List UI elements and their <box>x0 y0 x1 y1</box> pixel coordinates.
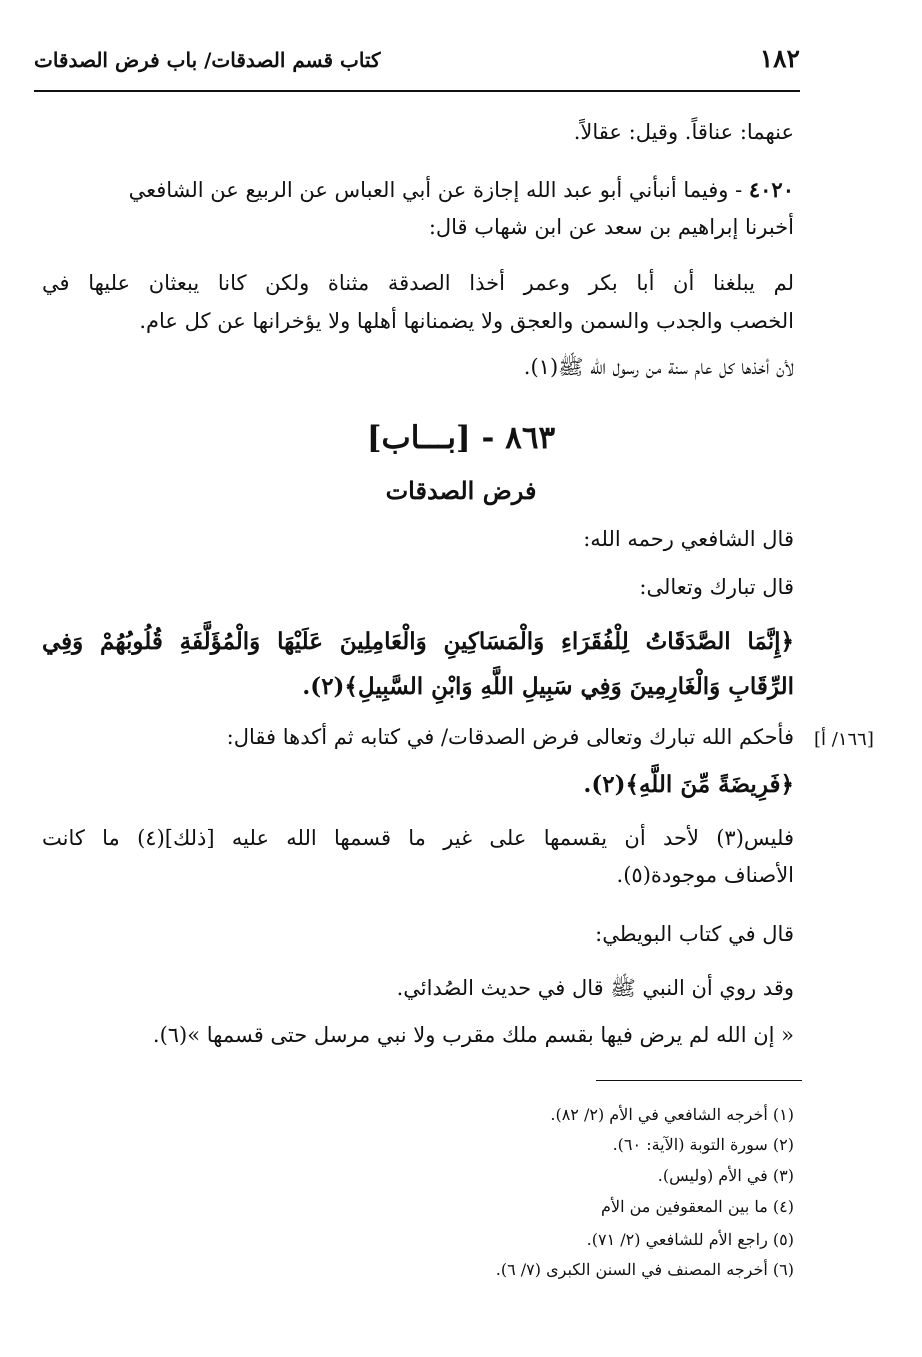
footnote: (٦) أخرجه المصنف في السنن الكبرى (٧/ ٦). <box>495 1260 794 1279</box>
hadith-4020 <box>42 175 794 205</box>
section-line: الأصناف موجودة(٥). <box>616 863 794 887</box>
body-line: لم يبلغنا أن أبا بكر وعمر أخذا الصدقة مثناة ولكن كانا يبعثان عليها في <box>42 271 794 295</box>
footnote: (١) أخرجه الشافعي في الأم (٢/ ٨٢). <box>550 1105 794 1124</box>
body-line: لأن أخذها كل عام سنة من رسول الله ﷺ(١). <box>523 355 794 379</box>
page-number: ١٨٢ <box>759 44 800 73</box>
manuscript-folio-note: [١٦٦/ أ] <box>814 729 874 750</box>
section-line: قال في كتاب البويطي: <box>595 922 794 946</box>
header-divider <box>34 90 800 92</box>
section-line: وقد روي أن النبي ﷺ قال في حديث الصُدائي. <box>396 976 794 1000</box>
body-line: الخصب والجدب والسمن والعجق ولا يضمنانها أهلها ولا يؤخرانها عن كل عام. <box>139 309 794 333</box>
quran-verse-line: ﴿إِنَّمَا الصَّدَقَاتُ لِلْفُقَرَاءِ وَالْمَسَاكِينِ وَالْعَامِلِينَ عَلَيْهَا وَالْمُؤَلَّفَةِ قُلُوبُهُمْ وَفِي <box>42 628 794 655</box>
hadith-number: ٤٠٢٠ <box>748 177 794 202</box>
section-line: فأحكم الله تبارك وتعالى فرض الصدقات/ في كتابه ثم أكدها فقال: <box>226 725 794 749</box>
footnote-divider <box>596 1080 802 1081</box>
footnote: (٤) ما بين المعقوفين من الأم <box>601 1197 794 1216</box>
section-line: قال تبارك وتعالى: <box>639 575 794 599</box>
footnote: (٢) سورة التوبة (الآية: ٦٠). <box>612 1135 794 1154</box>
hadith-text: « إن الله لم يرض فيها بقسم ملك مقرب ولا نبي مرسل حتى قسمها »(٦). <box>152 1023 794 1047</box>
running-title: كتاب قسم الصدقات/ باب فرض الصدقات <box>34 48 381 72</box>
chapter-heading: ٨٦٣ - [بـــاب] <box>366 420 556 456</box>
section-line: فليس(٣) لأحد أن يقسمها على غير ما قسمها الله عليه [ذلك](٤) ما كانت <box>42 826 794 850</box>
quran-verse-line: الرِّقَابِ وَالْغَارِمِينَ وَفِي سَبِيلِ اللَّهِ وَابْنِ السَّبِيلِ﴾(٢). <box>302 673 794 700</box>
chapter-subheading: فرض الصدقات <box>385 476 537 505</box>
body-line: عنهما: عناقاً. وقيل: عقالاً. <box>573 120 794 144</box>
quran-verse-line: ﴿فَرِيضَةً مِّنَ اللَّهِ﴾(٢). <box>583 771 794 798</box>
footnote: (٣) في الأم (وليس). <box>657 1166 794 1185</box>
page-header <box>34 44 800 80</box>
footnote: (٥) راجع الأم للشافعي (٢/ ٧١). <box>586 1230 794 1249</box>
section-line: قال الشافعي رحمه الله: <box>583 527 794 551</box>
body-line: أخبرنا إبراهيم بن سعد عن ابن شهاب قال: <box>428 215 794 239</box>
hadith-isnad: - وفيما أنبأني أبو عبد الله إجازة عن أبي العباس عن الربيع عن الشافعي <box>128 178 743 202</box>
